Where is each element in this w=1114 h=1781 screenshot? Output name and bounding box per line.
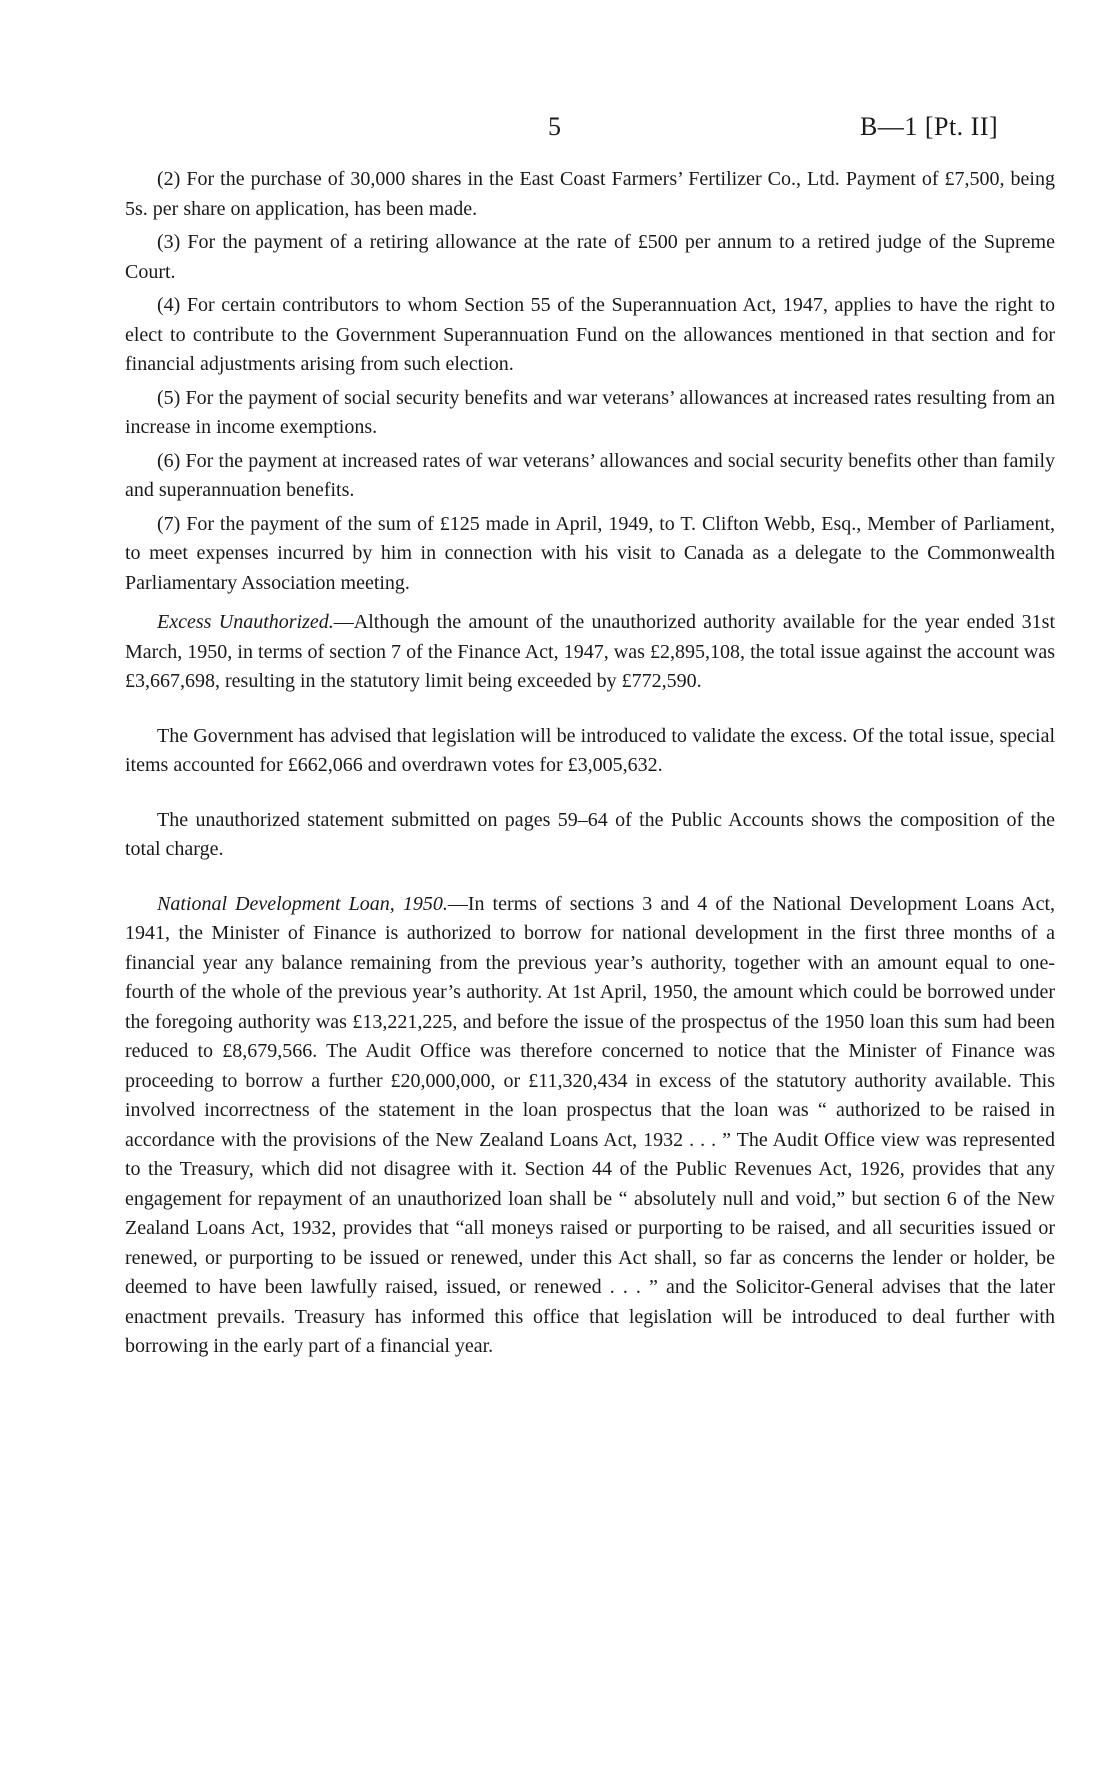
government-advice-paragraph: The Government has advised that legislation will be introduced to validate the excess. Of the total issue, special items accounted for £662,066 and overdrawn votes for £3,005,632.: [125, 724, 1055, 776]
excess-unauthorized-heading: Excess Unauthorized.: [157, 611, 334, 633]
excess-unauthorized-text: —Although the amount of the unauthorized authority available for the year ended 31st March, 1950, in terms of section 7 of the Finance Act, 1947, was £2,895,108, the total issue against the account was £3,667,698, resulting in the statutory limit being exceeded by £772,590.: [125, 611, 1056, 692]
body-text: [125, 165, 1055, 1387]
excess-unauthorized-paragraph: [125, 608, 1055, 697]
document-reference: B—1 [Pt. II]: [860, 112, 999, 141]
national-development-loan-text: —In terms of sections 3 and 4 of the National Development Loans Act, 1941, the Minister of Finance is authorized to borrow for national development in the first three months of a financial year any balance remaining from the previous year’s authority, together with an amount equal to one-fourth of the whole of the previous year’s authority. At 1st April, 1950, the amount which could be borrowed under the foregoing authority was £13,221,225, and before the issue of the prospectus of the 1950 loan this sum had been reduced to £8,679,566. The Audit Office was therefore concerned to notice that the Minister of Finance was proceeding to borrow a further £20,000,000, or £11,320,434 in excess of the statutory authority available. This involved incorrectness of the statement in the loan prospectus that the loan was “ authorized to be raised in accordance with the provisions of the New Zealand Loans Act, 1932 . . . ” The Audit Office view was represented to the Treasury, which did not disagree with it. Section 44 of the Public Revenues Act, 1926, provides that any engagement for repayment of an unauthorized loan shall be “ absolutely null and void,” but section 6 of the New Zealand Loans Act, 1932, provides that “all moneys raised or purporting to be raised, and all securities issued or renewed, or purporting to be issued or renewed, under this Act shall, so far as concerns the lender or holder, be deemed to have been lawfully raised, issued, or renewed . . . ” and the Solicitor-General advises that the later enactment prevails. Treasury has informed this office that legislation will be introduced to deal further with borrowing in the early part of a financial year.: [125, 892, 1055, 1357]
list-item-7: (7) For the payment of the sum of £125 made in April, 1949, to T. Clifton Webb, Esq., Member of Parliament, to meet expenses incurred by him in connection with his visit to Canada as a delegate to the Commonwealth Parliamentary Association meeting.: [125, 512, 1055, 594]
national-development-loan-paragraph: [125, 890, 1055, 1362]
national-development-loan-heading: National Development Loan, 1950.: [157, 892, 448, 915]
list-item-3: (3) For the payment of a retiring allowance at the rate of £500 per annum to a retired judge of the Supreme Court.: [125, 231, 1055, 283]
list-item-6: (6) For the payment at increased rates of war veterans’ allowances and social security benefits other than family and superannuation benefits.: [125, 449, 1055, 501]
list-item-5: (5) For the payment of social security benefits and war veterans’ allowances at increased rates resulting from an increase in income exemptions.: [125, 386, 1055, 438]
list-item-4: (4) For certain contributors to whom Section 55 of the Superannuation Act, 1947, applies to have the right to elect to contribute to the Government Superannuation Fund on the allowances mentioned in that section and for financial adjustments arising from such election.: [125, 294, 1055, 375]
unauthorized-statement-paragraph: The unauthorized statement submitted on pages 59–64 of the Public Accounts shows the composition of the total charge.: [125, 808, 1055, 860]
page-number: 5: [548, 112, 561, 141]
list-item-2: (2) For the purchase of 30,000 shares in the East Coast Farmers’ Fertilizer Co., Ltd. Payment of £7,500, being 5s. per share on application, has been made.: [125, 168, 1055, 220]
